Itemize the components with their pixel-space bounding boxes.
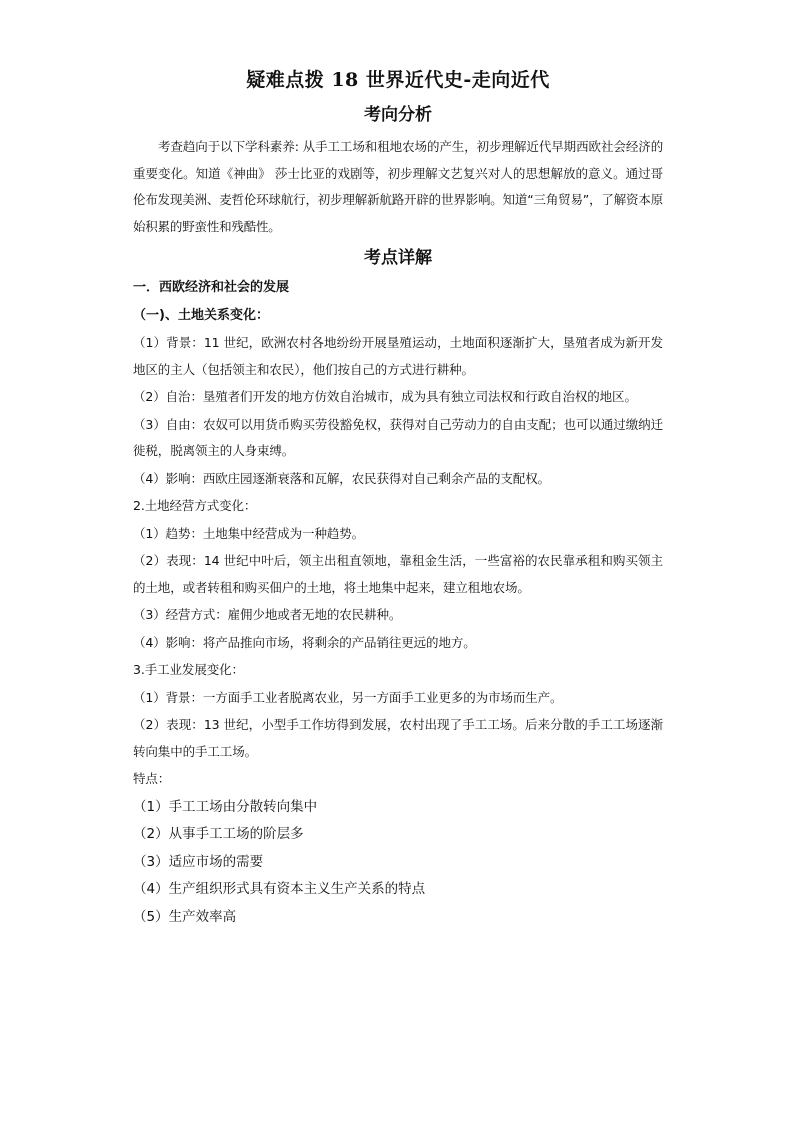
detail-heading: 考点详解 [364, 248, 432, 268]
document-page [133, 60, 663, 930]
list-item: （4）影响：将产品推向市场，将剩余的产品销往更远的地方。 [133, 634, 476, 650]
feature-item: （1）手工工场由分散转向集中 [133, 798, 318, 815]
subsection-title-land-relations: （一)、土地关系变化： [133, 308, 269, 323]
features-label: 特点： [133, 771, 171, 786]
feature-item: （3）适应市场的需要 [133, 853, 264, 870]
feature-item: （5）生产效率高 [133, 908, 237, 925]
analysis-paragraph: 考查趋向于以下学科素养: 从手工工场和租地农场的产生，初步理解近代早期西欧社会经济的重要变化。知道《神曲》 莎士比亚的戏剧等，初步理解文艺复兴对人的思想解放的意义。通过哥伦布发现美洲、麦哲伦环球航行，初步理解新航路开辟的世界影响。知道“三角贸易”，了解资本原始积累的野蛮性和残酷性。 [133, 139, 663, 234]
analysis-heading: 考向分析 [364, 105, 432, 125]
list-item: （3）自由：农奴可以用货币购买劳役豁免权，获得对自己劳动力的自由支配；也可以通过缴纳迁徙税，脱离领主的人身束缚。 [133, 416, 663, 458]
feature-item: （4）生产组织形式具有资本主义生产关系的特点 [133, 881, 426, 897]
document-title: 疑难点拨 18 世界近代史-走向近代 [246, 69, 550, 91]
list-item: （2）表现：14 世纪中叶后，领主出租直领地，靠租金生活，一些富裕的农民靠承租和购买领主的土地，或者转租和购买佃户的土地，将土地集中起来，建立租地农场。 [133, 553, 663, 595]
list-item: （2）自治：垦殖者们开发的地方仿效自治城市，成为具有独立司法权和行政自治权的地区。 [133, 389, 637, 404]
list-item: （1）背景：一方面手工业者脱离农业，另一方面手工业更多的为市场而生产。 [133, 689, 563, 705]
list-item: （2）表现：13 世纪，小型手工作坊得到发展，农村出现了手工工场。后来分散的手工工场逐渐转向集中的手工工场。 [133, 717, 663, 759]
feature-item: （2）从事手工工场的阶层多 [133, 826, 304, 842]
list-item: （4）影响：西欧庄园逐渐衰落和瓦解，农民获得对自己剩余产品的支配权。 [133, 470, 551, 486]
section-title: 一．西欧经济和社会的发展 [133, 280, 290, 295]
list-item: （1）背景：11 世纪，欧洲农村各地纷纷开展垦殖运动，土地面积逐渐扩大，垦殖者成为新开发地区的主人（包括领主和农民），他们按自己的方式进行耕种。 [133, 335, 663, 377]
list-item: （1）趋势：土地集中经营成为一种趋势。 [133, 525, 365, 541]
subsection-title-land-management: 2.土地经营方式变化： [133, 498, 257, 513]
subsection-title-handicraft: 3.手工业发展变化： [133, 662, 244, 677]
list-item: （3）经营方式：雇佣少地或者无地的农民耕种。 [133, 607, 402, 622]
